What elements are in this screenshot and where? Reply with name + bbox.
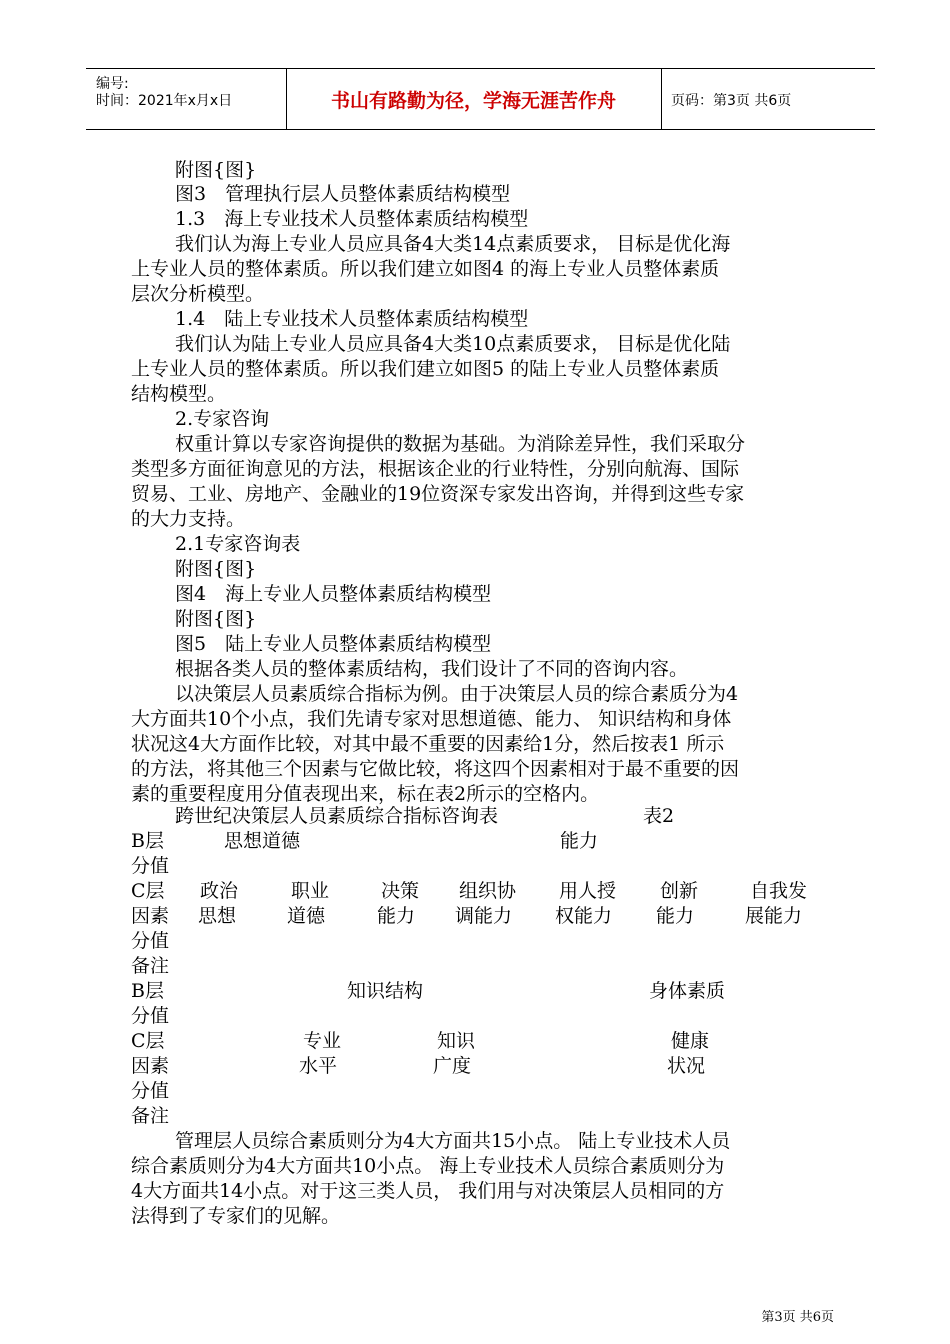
row-header-b: B层 [131, 980, 164, 1002]
page-footer: 第3页 共6页 [761, 1310, 834, 1325]
text-line: 管理层人员综合素质则分为4大方面共15小点。 陆上专业技术人员 [175, 1130, 731, 1152]
c-item: 思想 [198, 905, 237, 927]
c-item: 健康 [671, 1030, 710, 1052]
text-line: 结构模型。 [131, 383, 227, 405]
row-header-factor: 因素 [131, 1055, 170, 1077]
page-number-label: 页码：第3页 共6页 [671, 93, 792, 109]
number-label: 编号: [96, 76, 129, 92]
text-line: 我们认为陆上专业人员应具备4大类10点素质要求， 目标是优化陆 [175, 333, 731, 355]
figure-caption: 图5 陆上专业人员整体素质结构模型 [175, 633, 492, 655]
text-line: 以决策层人员素质综合指标为例。由于决策层人员的综合素质分为4 [175, 683, 739, 705]
section-heading: 2.专家咨询 [175, 408, 270, 430]
c-item: 决策 [381, 880, 420, 902]
text-line: 附图{图} [175, 558, 257, 580]
text-line: 大方面共10个小点，我们先请专家对思想道德、能力、 知识结构和身体 [131, 708, 732, 730]
row-header-factor: 因素 [131, 905, 170, 927]
c-item: 能力 [656, 905, 695, 927]
row-header-score: 分值 [131, 1080, 170, 1102]
c-item: 自我发 [750, 880, 808, 902]
table-caption: 跨世纪决策层人员素质综合指标咨询表 [175, 805, 499, 827]
text-line: 类型多方面征询意见的方法，根据该企业的行业特性，分别向航海、国际 [131, 458, 740, 480]
text-line: 附图{图} [175, 159, 257, 181]
text-line: 权重计算以专家咨询提供的数据为基础。为消除差异性，我们采取分 [175, 433, 746, 455]
c-item: 道德 [287, 905, 326, 927]
c-item: 专业 [303, 1030, 342, 1052]
text-line: 状况这4大方面作比较，对其中最不重要的因素给1分，然后按表1 所示 [131, 733, 725, 755]
text-line: 素的重要程度用分值表现出来，标在表2所示的空格内。 [131, 783, 600, 805]
header-info-cell [86, 69, 287, 129]
b-item: 思想道德 [224, 830, 301, 852]
text-line: 综合素质则分为4大方面共10小点。 海上专业技术人员综合素质则分为 [131, 1155, 725, 1177]
c-item: 能力 [377, 905, 416, 927]
c-item: 用人授 [559, 880, 617, 902]
row-header-note: 备注 [131, 955, 170, 977]
figure-caption: 图4 海上专业人员整体素质结构模型 [175, 583, 492, 605]
text-line: 图3 管理执行层人员整体素质结构模型 [175, 183, 511, 205]
row-header-c: C层 [131, 1030, 165, 1052]
motto: 书山有路勤为径，学海无涯苦作舟 [330, 90, 616, 112]
text-line: 我们认为海上专业人员应具备4大类14点素质要求， 目标是优化海 [175, 233, 731, 255]
text-line: 的方法，将其他三个因素与它做比较，将这四个因素相对于最不重要的因 [131, 758, 740, 780]
row-header-c: C层 [131, 880, 165, 902]
section-heading: 2.1专家咨询表 [175, 533, 301, 555]
header-page-cell [661, 69, 875, 129]
c-item: 状况 [667, 1055, 706, 1077]
text-line: 上专业人员的整体素质。所以我们建立如图4 的海上专业人员整体素质 [131, 258, 720, 280]
text-line: 层次分析模型。 [131, 283, 265, 305]
c-item: 广度 [433, 1055, 472, 1077]
text-line: 上专业人员的整体素质。所以我们建立如图5 的陆上专业人员整体素质 [131, 358, 720, 380]
c-item: 展能力 [745, 905, 803, 927]
row-header-score: 分值 [131, 930, 170, 952]
page-header [86, 68, 875, 130]
row-header-score: 分值 [131, 855, 170, 877]
text-line: 根据各类人员的整体素质结构，我们设计了不同的咨询内容。 [175, 658, 689, 680]
text-line: 贸易、工业、房地产、金融业的19位资深专家发出咨询，并得到这些专家 [131, 483, 745, 505]
c-item: 政治 [200, 880, 239, 902]
text-line: 1.4 陆上专业技术人员整体素质结构模型 [175, 308, 529, 330]
c-item: 组织协 [459, 880, 517, 902]
b-item: 能力 [560, 830, 599, 852]
text-line: 1.3 海上专业技术人员整体素质结构模型 [175, 208, 529, 230]
row-header-note: 备注 [131, 1105, 170, 1127]
header-motto-cell [286, 69, 662, 129]
table-label: 表2 [643, 805, 675, 827]
text-line: 4大方面共14小点。对于这三类人员， 我们用与对决策层人员相同的方 [131, 1180, 725, 1202]
text-line: 法得到了专家们的见解。 [131, 1205, 341, 1227]
row-header-score: 分值 [131, 1005, 170, 1027]
c-item: 权能力 [555, 905, 613, 927]
c-item: 调能力 [455, 905, 513, 927]
text-line: 的大力支持。 [131, 508, 246, 530]
c-item: 知识 [437, 1030, 476, 1052]
time-label: 时间：2021年x月x日 [96, 93, 233, 109]
b-item: 身体素质 [649, 980, 726, 1002]
b-item: 知识结构 [347, 980, 424, 1002]
row-header-b: B层 [131, 830, 164, 852]
c-item: 创新 [660, 880, 699, 902]
text-line: 附图{图} [175, 608, 257, 630]
c-item: 职业 [291, 880, 330, 902]
c-item: 水平 [299, 1055, 338, 1077]
